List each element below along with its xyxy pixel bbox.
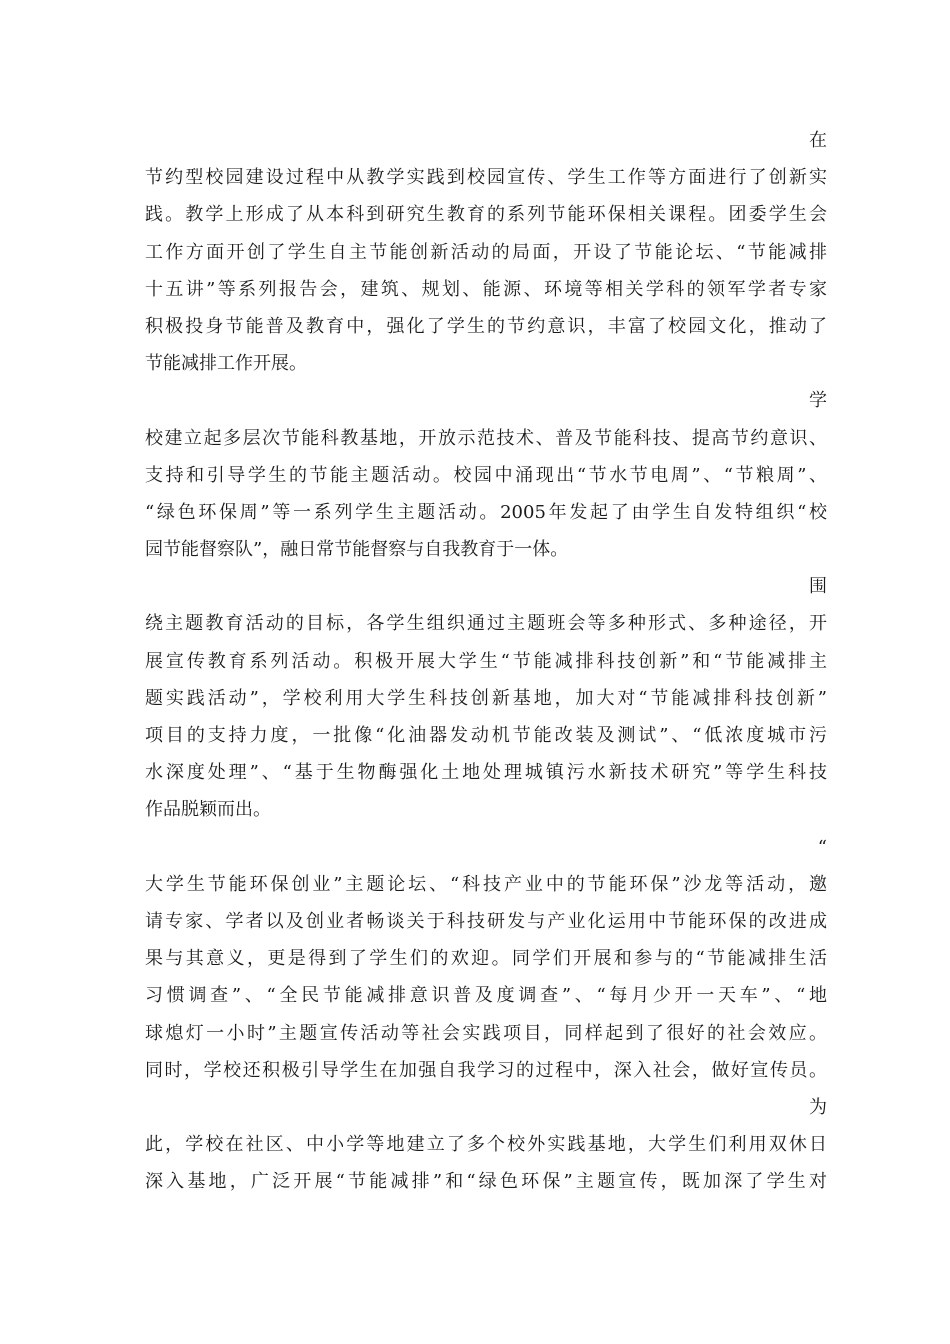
paragraph-line: 水深度处理”、“基于生物酶强化土地处理城镇污水新技术研究”等学生科技 <box>145 762 827 784</box>
paragraph-line: 践。教学上形成了从本科到研究生教育的系列节能环保相关课程。团委学生会 <box>145 204 827 226</box>
paragraph-line: 项目的支持力度，一批像“化油器发动机节能改装及测试”、“低浓度城市污 <box>145 725 827 746</box>
paragraph-line: 校建立起多层次节能科教基地，开放示范技术、普及节能科技、提高节约意识、 <box>145 427 827 449</box>
paragraph-line: 作品脱颖而出。 <box>145 799 271 821</box>
paragraph-line: 请专家、学者以及创业者畅谈关于科技研发与产业化运用中节能环保的改进成 <box>145 910 827 932</box>
paragraph-line: “绿色环保周”等一系列学生主题活动。2005年发起了由学生自发特组织“校 <box>145 501 827 523</box>
paragraph-line: 绕主题教育活动的目标，各学生组织通过主题班会等多种形式、多种途径，开 <box>145 613 827 635</box>
paragraph-line: 节能减排工作开展。 <box>145 353 307 375</box>
paragraph-lead-char: 学 <box>809 390 827 412</box>
paragraph-line: 工作方面开创了学生自主节能创新活动的局面，开设了节能论坛、“节能减排 <box>145 241 827 263</box>
paragraph-line: 积极投身节能普及教育中，强化了学生的节约意识，丰富了校园文化，推动了 <box>145 315 827 337</box>
paragraph-line: 球熄灯一小时”主题宣传活动等社会实践项目，同样起到了很好的社会效应。 <box>145 1022 827 1044</box>
paragraph-line: 节约型校园建设过程中从教学实践到校园宣传、学生工作等方面进行了创新实 <box>145 167 827 189</box>
paragraph-lead-char: 为 <box>809 1096 827 1118</box>
paragraph-line: 题实践活动”，学校利用大学生科技创新基地，加大对“节能减排科技创新” <box>145 687 827 709</box>
paragraph-line: 深入基地，广泛开展“节能减排”和“绿色环保”主题宣传，既加深了学生对 <box>145 1171 827 1193</box>
paragraph-line: 十五讲”等系列报告会，建筑、规划、能源、环境等相关学科的领军学者专家 <box>145 278 827 300</box>
paragraph-line: 支持和引导学生的节能主题活动。校园中涌现出“节水节电周”、“节粮周”、 <box>145 464 827 486</box>
paragraph-lead-char: 在 <box>809 130 827 151</box>
paragraph-line: 园节能督察队”，融日常节能督察与自我教育于一体。 <box>145 539 569 561</box>
paragraph-line: 习惯调查”、“全民节能减排意识普及度调查”、“每月少开一天车”、“地 <box>145 985 827 1007</box>
paragraph-line: 同时，学校还积极引导学生在加强自我学习的过程中，深入社会，做好宣传员。 <box>145 1059 827 1081</box>
document-body <box>145 122 827 1200</box>
paragraph-line: 果与其意义，更是得到了学生们的欢迎。同学们开展和参与的“节能减排生活 <box>145 948 827 970</box>
paragraph-lead-char: 围 <box>809 576 827 598</box>
paragraph-line: 此，学校在社区、中小学等地建立了多个校外实践基地，大学生们利用双休日 <box>145 1134 827 1156</box>
paragraph-line: 展宣传教育系列活动。积极开展大学生“节能减排科技创新”和“节能减排主 <box>145 650 827 672</box>
paragraph-lead-char: “ <box>817 836 827 858</box>
paragraph-line: 大学生节能环保创业”主题论坛、“科技产业中的节能环保”沙龙等活动，邀 <box>145 873 827 895</box>
